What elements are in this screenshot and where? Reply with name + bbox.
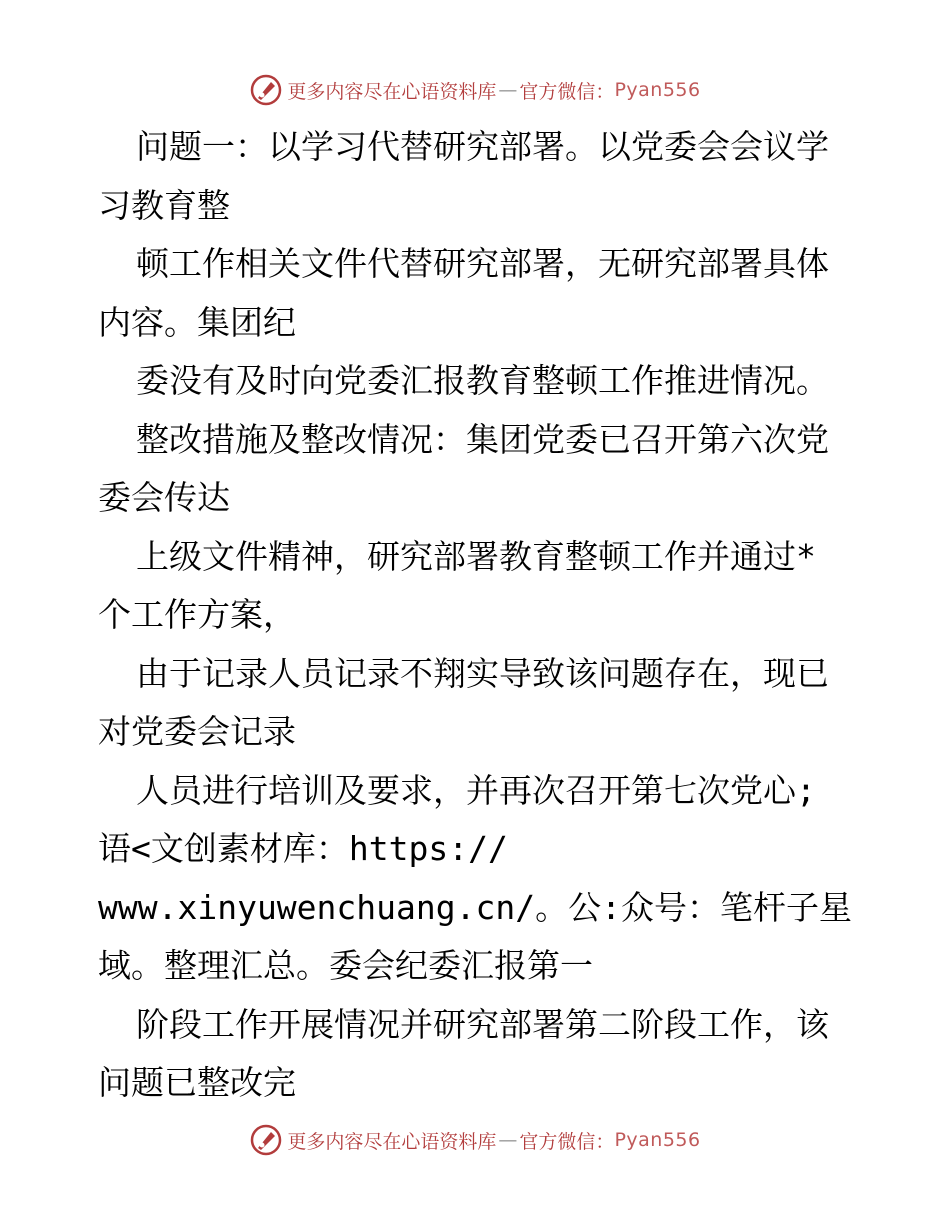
body-line: 个工作方案，: [98, 595, 296, 634]
banner-separator: —: [498, 79, 518, 101]
banner-handle: Pyan556: [614, 1129, 701, 1151]
banner-label: 官方微信：: [519, 1130, 615, 1153]
body-line: 上级文件精神，研究部署教育整顿工作并通过*: [136, 536, 816, 576]
pen-nib-logo-icon: [249, 73, 283, 107]
banner-text: 更多内容尽在心语资料库: [287, 80, 497, 103]
banner-label: 官方微信：: [519, 80, 615, 103]
body-line: 对党委会记录: [98, 712, 296, 751]
body-line: 域。整理汇总。委会纪委汇报第一: [98, 946, 593, 985]
banner-text: 更多内容尽在心语资料库: [287, 1130, 497, 1153]
document-body: [98, 118, 868, 1113]
body-line: 问题已整改完: [98, 1063, 296, 1102]
body-line: 整改措施及整改情况：集团党委已召开第六次党: [136, 419, 829, 459]
body-line: www.xinyuwenchuang.cn/。公:众号：笔杆子星: [98, 887, 852, 927]
body-line: 委没有及时向党委汇报教育整顿工作推进情况。: [136, 361, 829, 400]
header-banner: [0, 70, 950, 110]
body-line: 顿工作相关文件代替研究部署，无研究部署具体: [136, 244, 829, 283]
banner-separator: —: [498, 1129, 518, 1151]
body-line: 语<文创素材库：https://: [98, 829, 508, 868]
body-line: 习教育整: [98, 185, 230, 225]
body-line: 由于记录人员记录不翔实导致该问题存在，现已: [136, 653, 829, 693]
body-line: 阶段工作开展情况并研究部署第二阶段工作，该: [136, 1004, 829, 1044]
footer-banner: [0, 1120, 950, 1160]
body-line: 人员进行培训及要求，并再次召开第七次党心;: [136, 770, 816, 810]
body-line: 内容。集团纪: [98, 302, 296, 342]
body-line: 问题一：以学习代替研究部署。以党委会会议学: [136, 127, 829, 166]
pen-nib-logo-icon: [249, 1123, 283, 1157]
banner-handle: Pyan556: [614, 79, 701, 101]
body-line: 委会传达: [98, 478, 230, 517]
